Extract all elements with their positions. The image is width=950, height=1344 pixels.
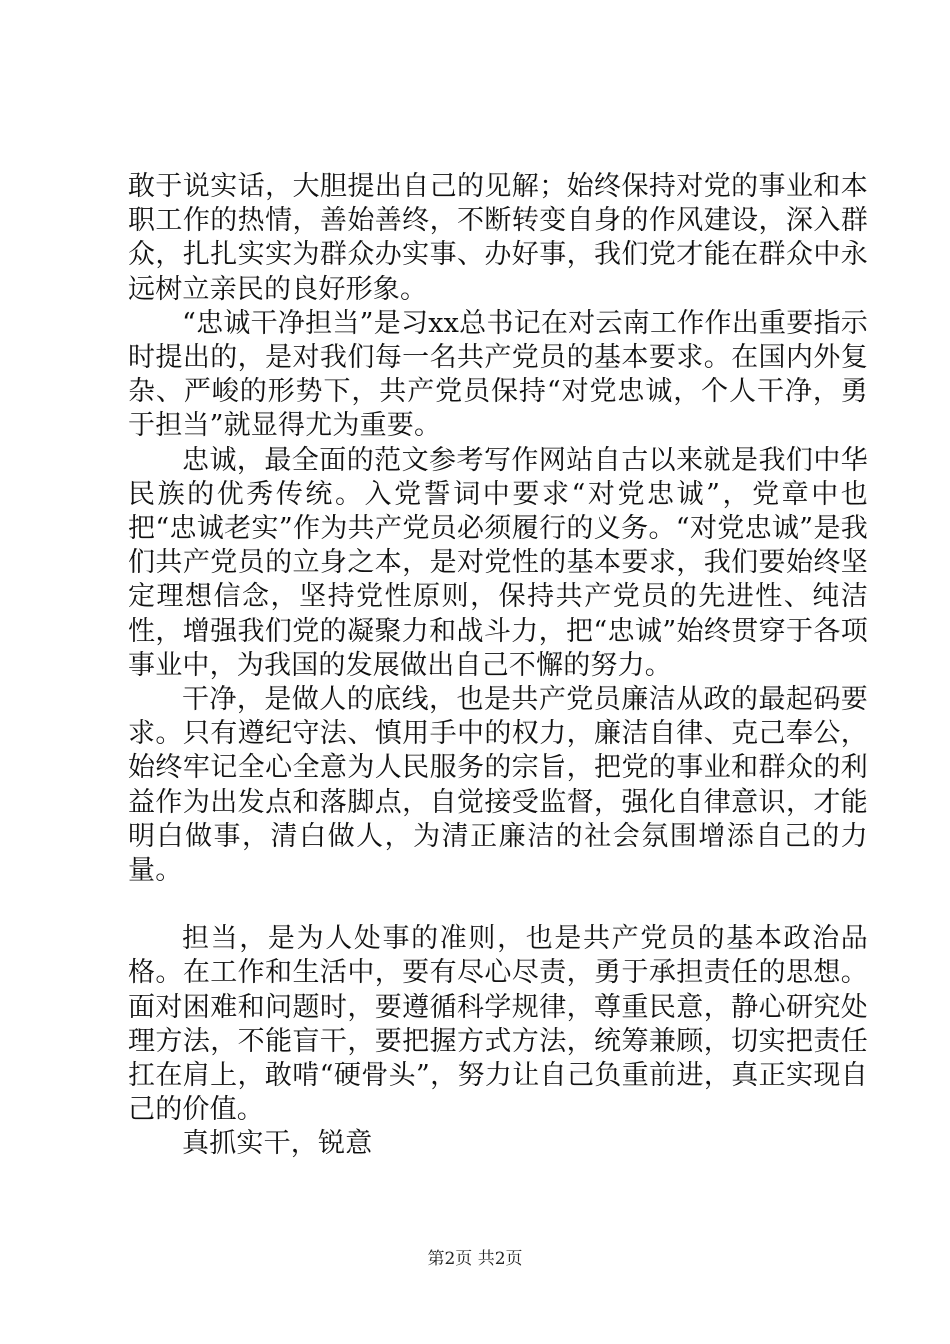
- document-body: [128, 170, 868, 1162]
- paragraph-cleanliness: 干净，是做人的底线，也是共产党员廉洁从政的最起码要求。只有遵纪守法、慎用手中的权力，廉洁自律、克己奉公，始终牢记全心全意为人民服务的宗旨，把党的事业和群众的利益作为出发点和落脚点，自觉接受监督，强化自律意识，才能明白做事，清白做人，为清正廉洁的社会氛围增添自己的力量。: [128, 684, 868, 887]
- page-footer: 第2页 共2页: [427, 1249, 523, 1269]
- paragraph-loyalty: 忠诚，最全面的范文参考写作网站自古以来就是我们中华民族的优秀传统。入党誓词中要求“对党忠诚”，党章中也把“忠诚老实”作为共产党员必须履行的义务。“对党忠诚”是我们共产党员的立身之本，是对党性的基本要求，我们要始终坚定理想信念，坚持党性原则，保持共产党员的先进性、纯洁性，增强我们党的凝聚力和战斗力，把“忠诚”始终贯穿于各项事业中，为我国的发展做出自己不懈的努力。: [128, 444, 868, 681]
- paragraph-responsibility: 担当，是为人处事的准则，也是共产党员的基本政治品格。在工作和生活中，要有尽心尽责，勇于承担责任的思想。面对困难和问题时，要遵循科学规律，尊重民意，静心研究处理方法，不能盲干，要把握方式方法，统筹兼顾，切实把责任扛在肩上，敢啃“硬骨头”，努力让自己负重前进，真正实现自己的价值。: [128, 923, 868, 1126]
- paragraph-loyal-clean-responsible: “忠诚干净担当”是习xx总书记在对云南工作作出重要指示时提出的，是对我们每一名共产党员的基本要求。在国内外复杂、严峻的形势下，共产党员保持“对党忠诚，个人干净，勇于担当”就显得尤为重要。: [128, 307, 868, 442]
- paragraph-continuation: 敢于说实话，大胆提出自己的见解；始终保持对党的事业和本职工作的热情，善始善终，不断转变自身的作风建设，深入群众，扎扎实实为群众办实事、办好事，我们党才能在群众中永远树立亲民的良好形象。: [128, 171, 868, 305]
- paragraph-truncated: 真抓实干，锐意: [182, 1128, 373, 1160]
